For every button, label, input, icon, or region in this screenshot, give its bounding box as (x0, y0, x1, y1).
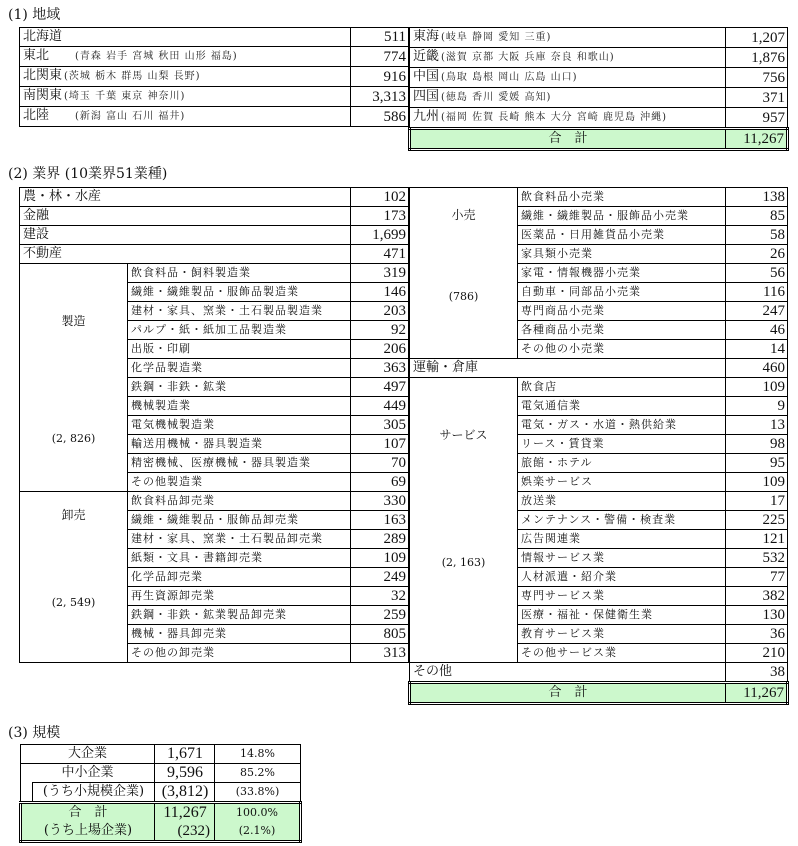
region-count: 511 (351, 28, 409, 47)
industry-group-manufacturing (20, 264, 128, 492)
industry-subcategory: 自動車・同部品小売業 (518, 283, 726, 302)
industry-count: 109 (726, 473, 788, 492)
industry-count: 17 (726, 492, 788, 511)
region-name-cell (20, 107, 351, 127)
region-count: 3,313 (351, 87, 409, 107)
region-row (410, 88, 788, 108)
scale-indent (21, 783, 33, 803)
industry-subcategory: 鉄鋼・非鉄・鉱業 (128, 378, 351, 397)
industry-subcategory: 繊維・繊維製品・服飾品製造業 (128, 283, 351, 302)
industry-total-row (410, 683, 788, 704)
industry-subcategory: 人材派遣・紹介業 (518, 568, 726, 587)
industry-count: 471 (351, 245, 409, 264)
industry-subcategory: 飲食料品小売業 (518, 188, 726, 207)
industry-group-subtotal: (786) (448, 290, 479, 303)
industry-subcategory: 教育サービス業 (518, 625, 726, 644)
industry-count: 305 (351, 416, 409, 435)
industry-subcategory: 繊維・繊維製品・服飾品卸売業 (128, 511, 351, 530)
industry-count: 95 (726, 454, 788, 473)
industry-subcategory: その他の卸売業 (128, 644, 351, 663)
industry-count: 38 (726, 663, 788, 683)
industry-subcategory: 機械製造業 (128, 397, 351, 416)
industry-count: 163 (351, 511, 409, 530)
industry-subcategory: 出版・印刷 (128, 340, 351, 359)
industry-count: 138 (726, 188, 788, 207)
industry-count: 56 (726, 264, 788, 283)
section-title-industry: (2) 業界 (10業界51業種) (8, 166, 168, 182)
industry-subcategory: 家電・情報機器小売業 (518, 264, 726, 283)
scale-name: (うち小規模企業) (33, 783, 155, 803)
industry-count: 116 (726, 283, 788, 302)
region-row (20, 87, 409, 107)
region-total-value: 11,267 (726, 129, 788, 150)
industry-subcategory: 放送業 (518, 492, 726, 511)
industry-count: 319 (351, 264, 409, 283)
region-table-right (408, 27, 789, 151)
section-title-scale: (3) 規模 (8, 725, 61, 741)
industry-total-value: 11,267 (726, 683, 788, 704)
industry-count: 330 (351, 492, 409, 511)
scale-row (21, 745, 301, 764)
scale-total-count: 11,267 (155, 803, 215, 823)
industry-subcategory: 鉄鋼・非鉄・鉱業製品卸売業 (128, 606, 351, 625)
region-prefectures: (鳥取 島根 岡山 広島 山口) (441, 72, 578, 83)
section-title-region: (1) 地域 (8, 7, 61, 23)
region-row (410, 28, 788, 48)
industry-count: 58 (726, 226, 788, 245)
industry-subcategory: 機械・器具卸売業 (128, 625, 351, 644)
region-count: 916 (351, 67, 409, 87)
industry-count: 13 (726, 416, 788, 435)
industry-subcategory: 紙類・文具・書籍卸売業 (128, 549, 351, 568)
industry-group-subtotal: (2, 163) (441, 556, 486, 569)
industry-row (20, 226, 409, 245)
region-name: 九州 (413, 109, 440, 124)
industry-subcategory: 輸送用機械・器具製造業 (128, 435, 351, 454)
industry-count: 92 (351, 321, 409, 340)
industry-subcategory: 情報サービス業 (518, 549, 726, 568)
industry-group-name: 製造 (61, 314, 86, 328)
industry-count: 14 (726, 340, 788, 359)
industry-group-wholesale (20, 492, 128, 663)
industry-count: 36 (726, 625, 788, 644)
industry-subcategory: 電気・ガス・水道・熱供給業 (518, 416, 726, 435)
region-total-row (410, 129, 788, 150)
industry-count: 247 (726, 302, 788, 321)
industry-count: 206 (351, 340, 409, 359)
scale-name: 中小企業 (21, 764, 155, 783)
region-count: 371 (726, 88, 788, 108)
scale-listed-label: (うち上場企業) (21, 822, 155, 842)
scale-percent: 14.8% (215, 745, 301, 764)
industry-subcategory: 旅館・ホテル (518, 454, 726, 473)
industry-subcategory: 繊維・繊維製品・服飾品小売業 (518, 207, 726, 226)
region-name-cell (410, 48, 726, 68)
industry-count: 1,699 (351, 226, 409, 245)
industry-row (20, 245, 409, 264)
industry-count: 225 (726, 511, 788, 530)
scale-table (19, 744, 302, 843)
industry-count: 85 (726, 207, 788, 226)
industry-row (410, 663, 788, 683)
industry-subcategory: 専門商品小売業 (518, 302, 726, 321)
industry-count: 102 (351, 188, 409, 207)
industry-count: 173 (351, 207, 409, 226)
region-row (20, 107, 409, 127)
industry-subcategory: メンテナンス・警備・検査業 (518, 511, 726, 530)
region-name: 近畿 (413, 49, 440, 64)
industry-subcategory: 医薬品・日用雑貨品小売業 (518, 226, 726, 245)
industry-count: 9 (726, 397, 788, 416)
industry-count: 449 (351, 397, 409, 416)
scale-count: 1,671 (155, 745, 215, 764)
industry-name: 運輸・倉庫 (410, 359, 726, 378)
industry-count: 121 (726, 530, 788, 549)
industry-subcategory: リース・賃貸業 (518, 435, 726, 454)
industry-count: 249 (351, 568, 409, 587)
region-name-cell (410, 108, 726, 129)
region-prefectures: (福岡 佐賀 長崎 熊本 大分 宮崎 鹿児島 沖縄) (441, 112, 668, 123)
industry-row (20, 264, 409, 283)
region-row (410, 68, 788, 88)
industry-name: 農・林・水産 (20, 188, 351, 207)
industry-group-service (410, 378, 518, 663)
industry-count: 210 (726, 644, 788, 663)
industry-count: 77 (726, 568, 788, 587)
industry-count: 259 (351, 606, 409, 625)
region-name-cell (20, 28, 351, 47)
region-prefectures: (青森 岩手 宮城 秋田 山形 福島) (75, 51, 238, 62)
industry-group-subtotal: (2, 826) (51, 432, 96, 445)
industry-subcategory: 精密機械、医療機械・器具製造業 (128, 454, 351, 473)
region-count: 756 (726, 68, 788, 88)
region-count: 1,876 (726, 48, 788, 68)
industry-subcategory: 専門サービス業 (518, 587, 726, 606)
industry-count: 313 (351, 644, 409, 663)
region-count: 957 (726, 108, 788, 129)
scale-row (21, 764, 301, 783)
region-prefectures: (徳島 香川 愛媛 高知) (441, 92, 552, 103)
industry-subcategory: 建材・家具、窯業・土石製品製造業 (128, 302, 351, 321)
scale-listed-percent: (2.1%) (215, 822, 301, 842)
industry-name: その他 (410, 663, 726, 683)
industry-count: 109 (351, 549, 409, 568)
region-name: 東海 (413, 29, 440, 44)
scale-total-percent: 100.0% (215, 803, 301, 823)
scale-listed-row (21, 822, 301, 842)
scale-name: 大企業 (21, 745, 155, 764)
industry-count: 146 (351, 283, 409, 302)
industry-count: 532 (726, 549, 788, 568)
region-name-cell (20, 87, 351, 107)
industry-subcategory: 化学品卸売業 (128, 568, 351, 587)
region-row (410, 48, 788, 68)
industry-row (20, 492, 409, 511)
industry-count: 460 (726, 359, 788, 378)
industry-name: 建設 (20, 226, 351, 245)
region-name: 南関東 (23, 88, 63, 103)
region-prefectures: (新潟 富山 石川 福井) (75, 111, 186, 122)
industry-count: 69 (351, 473, 409, 492)
region-name-cell (20, 67, 351, 87)
industry-subcategory: 再生資源卸売業 (128, 587, 351, 606)
industry-group-name: 卸売 (61, 508, 86, 522)
industry-count: 26 (726, 245, 788, 264)
industry-subcategory: その他製造業 (128, 473, 351, 492)
scale-percent: 85.2% (215, 764, 301, 783)
industry-subcategory: 化学品製造業 (128, 359, 351, 378)
industry-subcategory: 飲食店 (518, 378, 726, 397)
industry-count: 107 (351, 435, 409, 454)
industry-count: 382 (726, 587, 788, 606)
region-name: 北海道 (23, 29, 63, 44)
scale-total-row (21, 803, 301, 823)
industry-group-name: サービス (439, 428, 488, 442)
industry-count: 289 (351, 530, 409, 549)
scale-count: 9,596 (155, 764, 215, 783)
industry-row (410, 188, 788, 207)
industry-group-subtotal: (2, 549) (51, 596, 96, 609)
industry-subcategory: その他の小売業 (518, 340, 726, 359)
industry-count: 805 (351, 625, 409, 644)
scale-row (21, 783, 301, 803)
industry-row (410, 378, 788, 397)
industry-count: 497 (351, 378, 409, 397)
region-row (410, 108, 788, 129)
industry-group-name: 小売 (451, 208, 476, 222)
industry-row (20, 207, 409, 226)
industry-subcategory: 電気機械製造業 (128, 416, 351, 435)
industry-table-right (408, 187, 789, 705)
industry-row (410, 359, 788, 378)
industry-subcategory: 家具類小売業 (518, 245, 726, 264)
industry-subcategory: 医療・福祉・保健衛生業 (518, 606, 726, 625)
region-table-left (19, 27, 409, 127)
region-prefectures: (滋賀 京都 大阪 兵庫 奈良 和歌山) (441, 52, 615, 63)
industry-count: 363 (351, 359, 409, 378)
industry-group-retail (410, 188, 518, 359)
region-name: 北関東 (23, 68, 63, 83)
industry-subcategory: 広告関連業 (518, 530, 726, 549)
region-name: 四国 (413, 89, 440, 104)
region-prefectures: (埼玉 千葉 東京 神奈川) (64, 91, 186, 102)
region-name-cell (410, 68, 726, 88)
industry-count: 46 (726, 321, 788, 340)
region-row (20, 67, 409, 87)
scale-count: (3,812) (155, 783, 215, 803)
industry-subcategory: 飲食料品卸売業 (128, 492, 351, 511)
industry-total-label: 合 計 (410, 683, 726, 704)
industry-count: 203 (351, 302, 409, 321)
region-count: 1,207 (726, 28, 788, 48)
region-prefectures: (岐阜 静岡 愛知 三重) (441, 32, 552, 43)
industry-count: 32 (351, 587, 409, 606)
industry-subcategory: 飲食料品・飼料製造業 (128, 264, 351, 283)
region-row (20, 28, 409, 47)
region-prefectures: (茨城 栃木 群馬 山梨 長野) (64, 71, 201, 82)
industry-subcategory: 娯楽サービス (518, 473, 726, 492)
industry-subcategory: その他サービス業 (518, 644, 726, 663)
industry-count: 70 (351, 454, 409, 473)
scale-total-label: 合 計 (21, 803, 155, 823)
region-name: 中国 (413, 69, 440, 84)
region-name-cell (20, 47, 351, 67)
industry-count: 98 (726, 435, 788, 454)
industry-table-left (19, 187, 409, 663)
industry-count: 109 (726, 378, 788, 397)
industry-subcategory: 建材・家具、窯業・土石製品卸売業 (128, 530, 351, 549)
region-count: 586 (351, 107, 409, 127)
industry-count: 130 (726, 606, 788, 625)
region-name-cell (410, 28, 726, 48)
industry-subcategory: 電気通信業 (518, 397, 726, 416)
region-name: 北陸 (23, 108, 50, 123)
region-count: 774 (351, 47, 409, 67)
industry-row (20, 188, 409, 207)
region-name: 東北 (23, 48, 50, 63)
industry-subcategory: パルプ・紙・紙加工品製造業 (128, 321, 351, 340)
region-total-label: 合 計 (410, 129, 726, 150)
scale-listed-count: (232) (155, 822, 215, 842)
region-row (20, 47, 409, 67)
industry-subcategory: 各種商品小売業 (518, 321, 726, 340)
industry-name: 不動産 (20, 245, 351, 264)
industry-name: 金融 (20, 207, 351, 226)
region-name-cell (410, 88, 726, 108)
scale-percent: (33.8%) (215, 783, 301, 803)
